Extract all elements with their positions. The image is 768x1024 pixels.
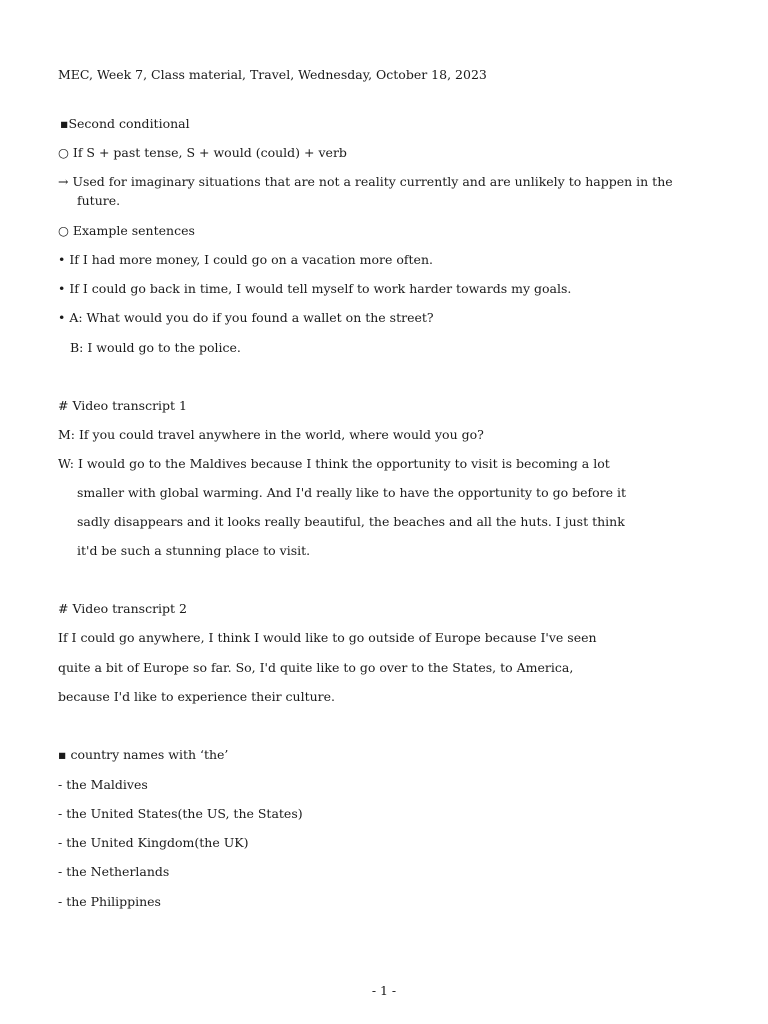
- transcript1-continuation: it'd be such a stunning place to visit.: [77, 543, 311, 558]
- grammar-usage-continued: future.: [77, 193, 121, 208]
- transcript1-continuation: smaller with global warming. And I'd really like to have the opportunity to go before it: [77, 485, 626, 500]
- transcript1-line: M: If you could travel anywhere in the world, where would you go?: [58, 427, 484, 442]
- grammar-usage: → Used for imaginary situations that are not a reality currently and are unlikely to happen in the: [58, 174, 673, 189]
- transcript1-line: W: I would go to the Maldives because I think the opportunity to visit is becoming a lot: [58, 456, 610, 471]
- examples-heading: ○ Example sentences: [58, 223, 195, 238]
- example-sentence: • A: What would you do if you found a wallet on the street?: [58, 310, 434, 325]
- countries-heading: ▪ country names with ‘the’: [58, 747, 229, 762]
- transcript2-line: quite a bit of Europe so far. So, I'd quite like to go over to the States, to America,: [58, 660, 574, 675]
- country-item: - the Philippines: [58, 894, 161, 909]
- transcript1-continuation: sadly disappears and it looks really beautiful, the beaches and all the huts. I just think: [77, 514, 625, 529]
- grammar-title: ▪Second conditional: [60, 116, 190, 131]
- document-header: MEC, Week 7, Class material, Travel, Wednesday, October 18, 2023: [58, 67, 487, 82]
- transcript2-line: because I'd like to experience their culture.: [58, 689, 336, 704]
- grammar-formula: ○ If S + past tense, S + would (could) + verb: [58, 145, 347, 160]
- transcript2-heading: # Video transcript 2: [58, 601, 187, 616]
- page-number: - 1 -: [371, 983, 397, 998]
- example-sentence: • If I could go back in time, I would tell myself to work harder towards my goals.: [58, 281, 572, 296]
- country-item: - the United Kingdom(the UK): [58, 835, 249, 850]
- transcript1-heading: # Video transcript 1: [58, 398, 187, 413]
- country-item: - the Netherlands: [58, 864, 170, 879]
- transcript2-line: If I could go anywhere, I think I would like to go outside of Europe because I've seen: [58, 630, 597, 645]
- country-item: - the United States(the US, the States): [58, 806, 303, 821]
- example-sentence: • If I had more money, I could go on a vacation more often.: [58, 252, 433, 267]
- example-reply: B: I would go to the police.: [70, 340, 241, 355]
- country-item: - the Maldives: [58, 777, 148, 792]
